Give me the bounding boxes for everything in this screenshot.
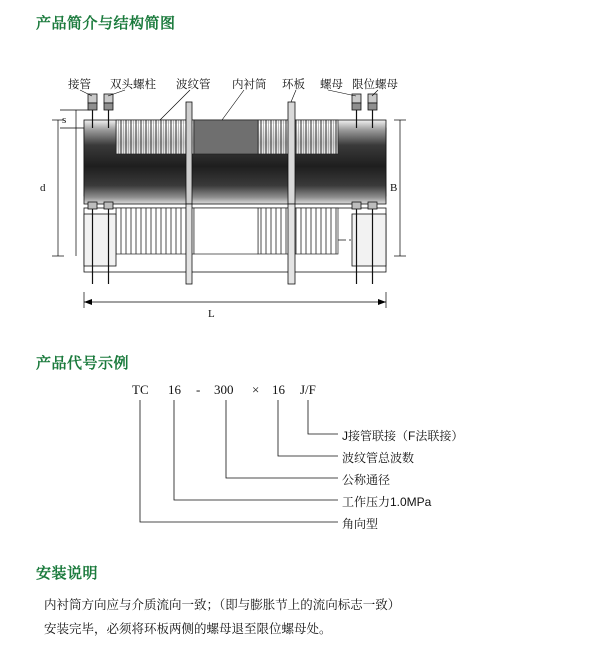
dimension-label-d: d bbox=[40, 182, 46, 194]
callout-label-liner: 内衬筒 bbox=[232, 79, 267, 91]
callout-label-limit-nut: 限位螺母 bbox=[352, 79, 398, 91]
code-desc-type: 角向型 bbox=[342, 517, 379, 531]
callout-label-ring-plate: 环板 bbox=[282, 79, 305, 91]
structure-diagram-svg bbox=[0, 56, 600, 326]
installation-notes bbox=[44, 596, 564, 644]
section-title-code: 产品代号示例 bbox=[36, 355, 130, 372]
product-code-leader-lines bbox=[0, 378, 600, 548]
code-token-tc: TC bbox=[132, 382, 149, 397]
callout-label-nut: 螺母 bbox=[320, 79, 343, 91]
callout-label-jieguan: 接管 bbox=[68, 79, 91, 91]
code-token-jf: J/F bbox=[300, 382, 316, 397]
dimension-label-B: B bbox=[390, 182, 398, 194]
callout-label-stud: 双头螺柱 bbox=[110, 79, 156, 91]
section-title-install: 安装说明 bbox=[36, 565, 99, 582]
code-desc-connection: J接管联接（F法联接） bbox=[342, 429, 464, 443]
structure-diagram bbox=[0, 56, 600, 326]
code-token-dash: - bbox=[196, 382, 201, 397]
callout-label-bellows: 波纹管 bbox=[176, 79, 211, 91]
installation-note-2: 安装完毕，必须将环板两侧的螺母退至限位螺母处。 bbox=[44, 622, 332, 636]
code-token-16a: 16 bbox=[168, 382, 181, 397]
product-code-example bbox=[0, 378, 600, 548]
code-token-times: × bbox=[252, 382, 260, 397]
installation-note-1: 内衬筒方向应与介质流向一致；（即与膨胀节上的流向标志一致） bbox=[44, 598, 401, 612]
dimension-label-s: s bbox=[62, 114, 67, 126]
dimension-label-L: L bbox=[208, 308, 215, 320]
code-desc-diameter: 公称通径 bbox=[342, 473, 391, 487]
code-desc-pressure: 工作压力1.0MPa bbox=[342, 495, 432, 509]
code-desc-wave-count: 波纹管总波数 bbox=[342, 451, 415, 465]
code-token-300: 300 bbox=[214, 382, 234, 397]
section-title-intro: 产品简介与结构简图 bbox=[36, 15, 176, 32]
code-token-16b: 16 bbox=[272, 382, 285, 397]
